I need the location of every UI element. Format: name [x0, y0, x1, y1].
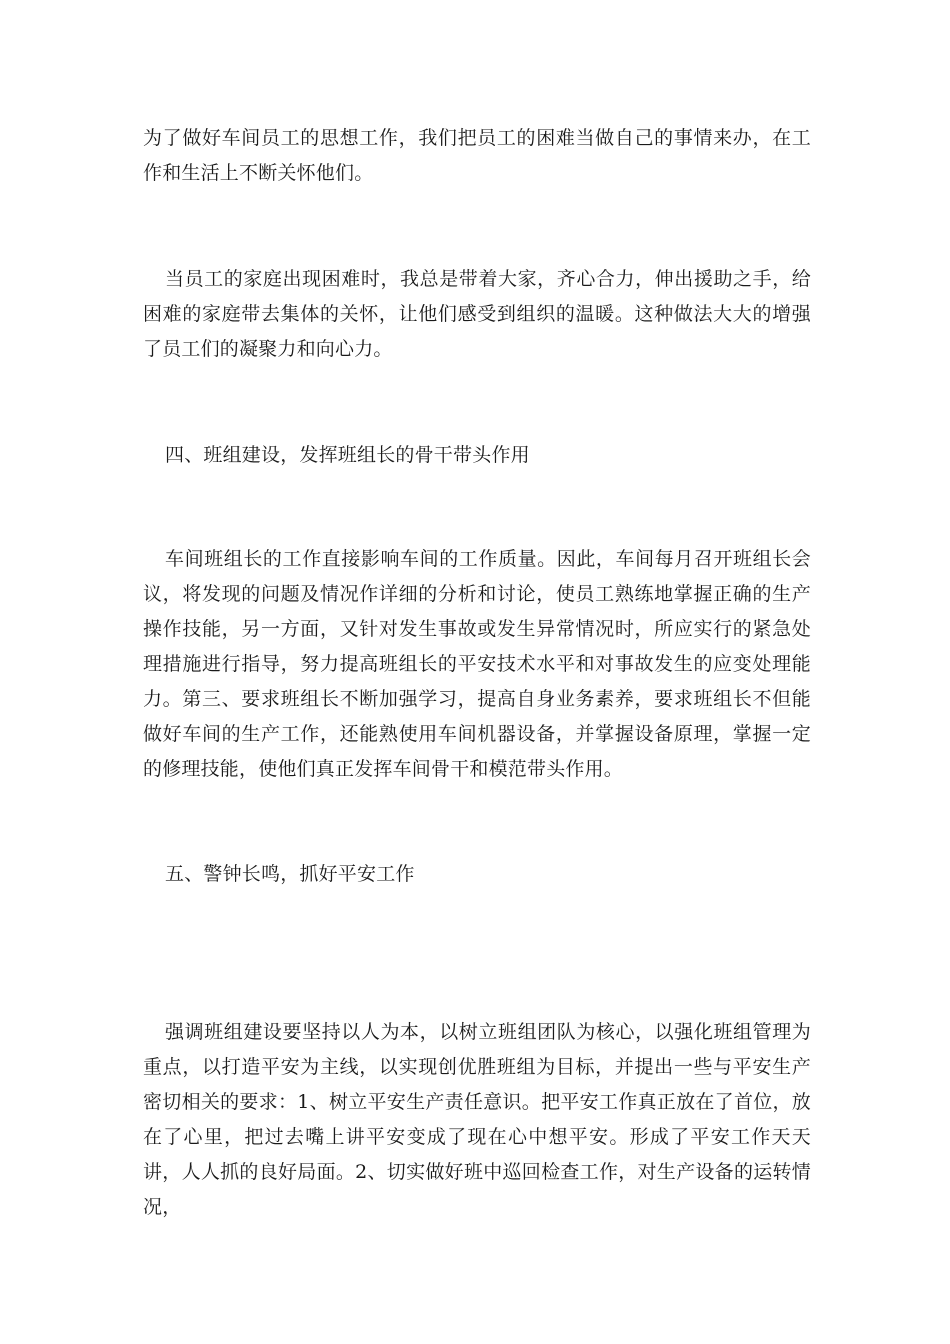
section-heading-safety-work: 五、警钟长鸣，抓好平安工作	[165, 863, 415, 885]
paragraph-family-support: 当员工的家庭出现困难时，我总是带着大家，齐心合力，伸出援助之手，给困难的家庭带去集体的关怀，让他们感受到组织的温暖。这种做法大大的增强了员工们的凝聚力和向心力。	[143, 268, 811, 360]
paragraph-safety-requirements: 强调班组建设要坚持以人为本，以树立班组团队为核心，以强化班组管理为重点，以打造平安为主线，以实现创优胜班组为目标，并提出一些与平安生产密切相关的要求：1、树立平安生产责任意识。把平安工作真正放在了首位，放在了心里，把过去嘴上讲平安变成了现在心中想平安。形成了平安工作天天讲，人人抓的良好局面。2、切实做好班中巡回检查工作，对生产设备的运转情况，	[143, 1021, 811, 1218]
paragraph-care-for-employees: 为了做好车间员工的思想工作，我们把员工的困难当做自己的事情来办，在工作和生活上不断关怀他们。	[143, 127, 811, 184]
section-heading-team-building: 四、班组建设，发挥班组长的骨干带头作用	[165, 444, 530, 466]
paragraph-team-leader-work: 车间班组长的工作直接影响车间的工作质量。因此，车间每月召开班组长会议，将发现的问题及情况作详细的分析和讨论，使员工熟练地掌握正确的生产操作技能，另一方面，又针对发生事故或发生异常情况时，所应实行的紧急处理措施进行指导，努力提高班组长的平安技术水平和对事故发生的应变处理能力。第三、要求班组长不断加强学习，提高自身业务素养，要求班组长不但能做好车间的生产工作，还能熟使用车间机器设备，并掌握设备原理，掌握一定的修理技能，使他们真正发挥车间骨干和模范带头作用。	[143, 548, 811, 780]
